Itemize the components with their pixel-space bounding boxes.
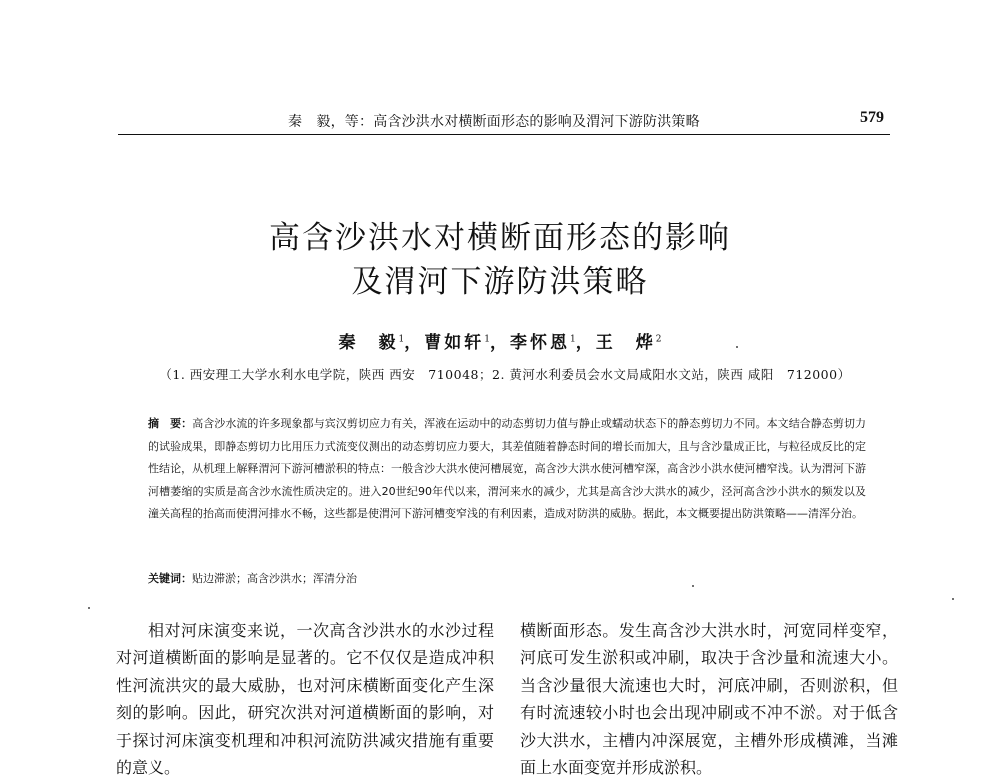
affiliation-line: （1. 西安理工大学水利水电学院，陕西 西安 710048；2. 黄河水利委员会水文局咸阳水文站，陕西 咸阳 712000） [159, 367, 851, 382]
page-number: 579 [860, 109, 884, 126]
author-name: 秦 毅 [338, 333, 399, 353]
article-title-line-1: 高含沙洪水对横断面形态的影响 [269, 220, 731, 256]
abstract [148, 413, 866, 526]
author-affiliation-mark: 2 [655, 334, 662, 345]
author-name: 王 烨 [595, 333, 656, 353]
body-column-left: 相对河床演变来说，一次高含沙洪水的水沙过程对河道横断面的影响是显著的。它不仅仅是造成冲积性河流洪灾的最大威胁，也对河床横断面变化产生深刻的影响。因此，研究次洪对河道横断面的影响，对于探讨河床演变机理和冲积河流防洪减灾措施有重要的意义。 [116, 621, 494, 778]
running-header [118, 108, 890, 135]
abstract-label: 摘 要： [148, 417, 193, 430]
author-affiliation-mark: 1 [484, 334, 490, 345]
author-affiliation-mark: 1 [398, 334, 405, 345]
author-affiliation-mark: 1 [570, 334, 576, 345]
scan-speck [736, 346, 738, 348]
keywords [148, 570, 866, 586]
body-column-right: 横断面形态。发生高含沙大洪水时，河宽同样变窄，河底可发生淤积或冲刷，取决于含沙量和流速大小。当含沙量很大流速也大时，河底冲刷，否则淤积，但有时流速较小时也会出现冲刷或不冲不淤。对于低含沙大洪水，主槽内冲深展宽，主槽外形成横滩，当滩面上水面变宽并形成淤积。 [520, 621, 898, 778]
keywords-label: 关键词： [148, 572, 192, 585]
author-name: 曹如轩 [424, 333, 485, 353]
keywords-text: 贴边滞淤；高含沙洪水；浑清分治 [192, 572, 357, 585]
abstract-text: 高含沙水流的许多现象都与宾汉剪切应力有关，浑液在运动中的动态剪切力值与静止或蠕动状态下的静态剪切力不同。本文结合静态剪切力的试验成果，即静态剪切力比用压力式流变仪测出的动态剪切应力要大，其差值随着静态时间的增长而加大，且与含沙量成正比，与粒径成反比的定性结论，从机理上解释渭河下游河槽淤积的特点：一般含沙大洪水使河槽展宽，高含沙大洪水使河槽窄深，高含沙小洪水使河槽窄浅。认为渭河下游河槽萎缩的实质是高含沙水流性质决定的。进入20世纪90年代以来，渭河来水的减少，尤其是高含沙大洪水的减少，泾河高含沙小洪水的频发以及潼关高程的抬高而使渭河排水不畅，这些都是使渭河下游河槽变窄浅的有利因素，造成对防洪的威胁。据此，本文概要提出防洪策略——清浑分治。 [148, 417, 866, 521]
author-name: 李怀恩 [510, 333, 570, 353]
running-title: 秦 毅，等：高含沙洪水对横断面形态的影响及渭河下游防洪策略 [288, 114, 700, 130]
scan-speck [88, 607, 90, 609]
author-list: 秦 毅$^1$，曹如轩$^1$，李怀恩$^1$，王 烨$^2$ [338, 333, 662, 353]
scan-speck [692, 585, 694, 587]
scan-speck [952, 598, 954, 600]
article-title-line-2: 及渭河下游防洪策略 [351, 264, 649, 300]
